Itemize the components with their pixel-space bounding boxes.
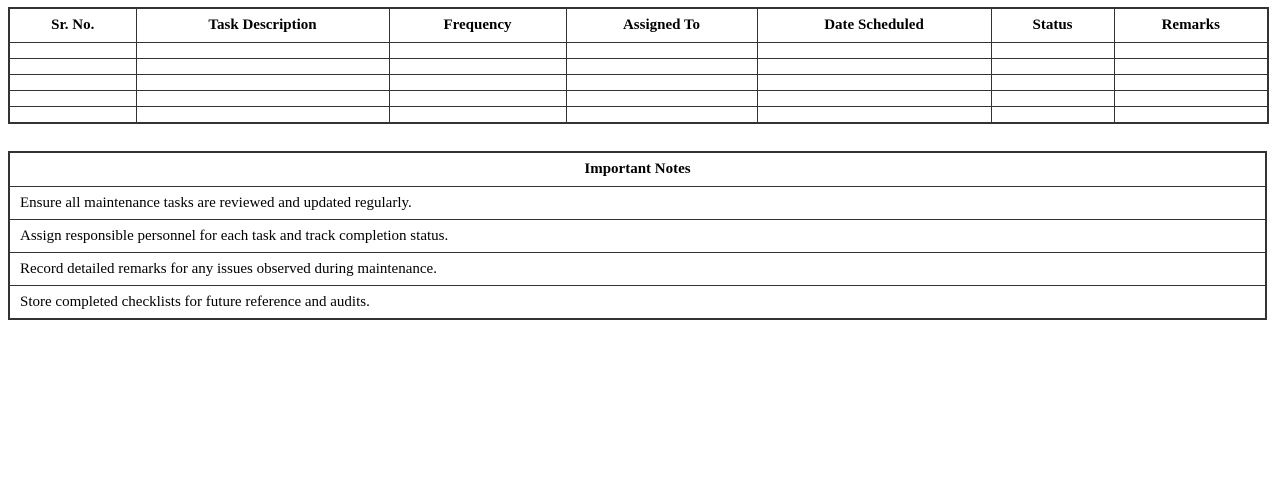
note-row bbox=[9, 187, 1266, 220]
empty-cell bbox=[757, 91, 991, 107]
empty-cell bbox=[566, 59, 757, 75]
empty-cell bbox=[389, 59, 566, 75]
important-notes-table bbox=[8, 151, 1267, 320]
empty-cell bbox=[991, 59, 1114, 75]
empty-cell bbox=[136, 75, 389, 91]
empty-cell bbox=[566, 91, 757, 107]
column-header-task-description: Task Description bbox=[136, 8, 389, 43]
empty-cell bbox=[136, 59, 389, 75]
empty-cell bbox=[9, 75, 136, 91]
note-text: Assign responsible personnel for each task and track completion status. bbox=[9, 220, 1266, 253]
empty-cell bbox=[757, 75, 991, 91]
notes-header-row bbox=[9, 152, 1266, 187]
empty-cell bbox=[389, 43, 566, 59]
column-header-remarks: Remarks bbox=[1114, 8, 1268, 43]
empty-cell bbox=[566, 43, 757, 59]
empty-cell bbox=[9, 43, 136, 59]
empty-cell bbox=[1114, 59, 1268, 75]
empty-cell bbox=[1114, 107, 1268, 124]
note-text: Store completed checklists for future reference and audits. bbox=[9, 286, 1266, 320]
column-header-date-scheduled: Date Scheduled bbox=[757, 8, 991, 43]
note-row bbox=[9, 286, 1266, 320]
checklist-empty-row bbox=[9, 107, 1268, 124]
empty-cell bbox=[991, 43, 1114, 59]
checklist-empty-row bbox=[9, 75, 1268, 91]
column-header-sr-no: Sr. No. bbox=[9, 8, 136, 43]
empty-cell bbox=[1114, 43, 1268, 59]
empty-cell bbox=[757, 59, 991, 75]
empty-cell bbox=[9, 107, 136, 124]
checklist-empty-row bbox=[9, 91, 1268, 107]
empty-cell bbox=[136, 91, 389, 107]
note-row bbox=[9, 220, 1266, 253]
checklist-header-row bbox=[9, 8, 1268, 43]
empty-cell bbox=[1114, 91, 1268, 107]
empty-cell bbox=[757, 43, 991, 59]
notes-title: Important Notes bbox=[9, 152, 1266, 187]
note-text: Record detailed remarks for any issues observed during maintenance. bbox=[9, 253, 1266, 286]
empty-cell bbox=[389, 75, 566, 91]
empty-cell bbox=[991, 107, 1114, 124]
note-row bbox=[9, 253, 1266, 286]
checklist-empty-row bbox=[9, 59, 1268, 75]
empty-cell bbox=[566, 107, 757, 124]
empty-cell bbox=[136, 43, 389, 59]
empty-cell bbox=[9, 59, 136, 75]
empty-cell bbox=[991, 75, 1114, 91]
empty-cell bbox=[389, 107, 566, 124]
column-header-assigned-to: Assigned To bbox=[566, 8, 757, 43]
empty-cell bbox=[991, 91, 1114, 107]
column-header-status: Status bbox=[991, 8, 1114, 43]
empty-cell bbox=[566, 75, 757, 91]
empty-cell bbox=[1114, 75, 1268, 91]
empty-cell bbox=[757, 107, 991, 124]
empty-cell bbox=[9, 91, 136, 107]
note-text: Ensure all maintenance tasks are reviewed and updated regularly. bbox=[9, 187, 1266, 220]
column-header-frequency: Frequency bbox=[389, 8, 566, 43]
checklist-empty-row bbox=[9, 43, 1268, 59]
empty-cell bbox=[389, 91, 566, 107]
maintenance-checklist-table bbox=[8, 7, 1269, 124]
empty-cell bbox=[136, 107, 389, 124]
